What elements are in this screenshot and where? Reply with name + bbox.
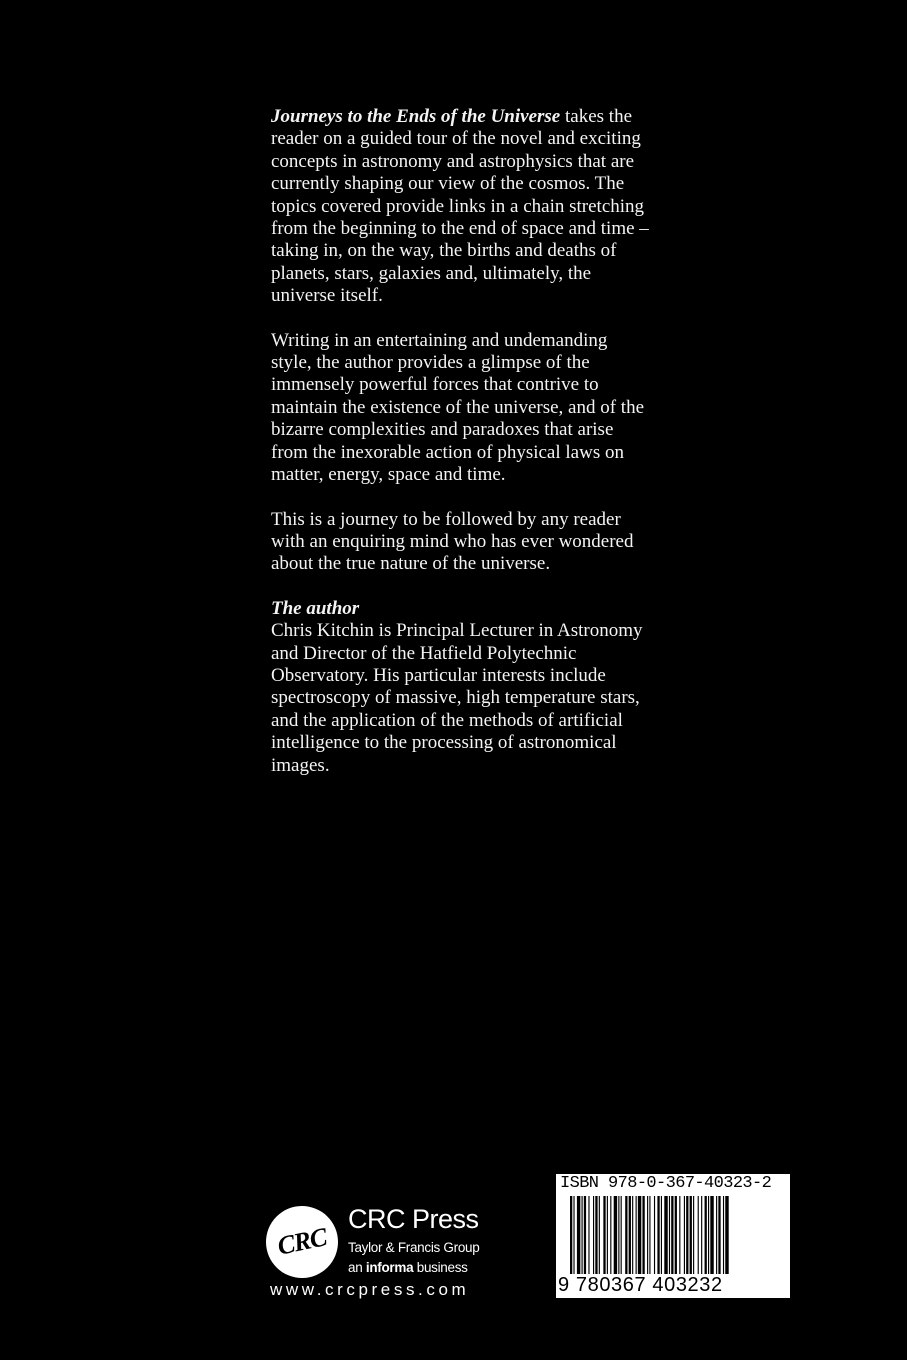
barcode-bar (577, 1196, 580, 1274)
author-heading: The author (271, 597, 360, 619)
barcode-bar (649, 1196, 650, 1274)
publisher-url: www.crcpress.com (270, 1280, 470, 1299)
book-title: Journeys to the Ends of the Universe (271, 106, 561, 127)
barcode-bar (636, 1196, 637, 1274)
barcode-bar (654, 1196, 655, 1274)
barcode-bar (599, 1196, 600, 1274)
publisher-imprint (266, 1200, 526, 1310)
barcode-bar (664, 1196, 667, 1274)
barcode-bar (679, 1196, 680, 1274)
barcode-bar (710, 1196, 713, 1274)
barcode-bar (618, 1196, 619, 1274)
isbn-label: ISBN 978-0-367-40323-2 (560, 1174, 772, 1193)
barcode-bar (595, 1196, 597, 1274)
author-section (271, 598, 651, 777)
isbn-barcode (556, 1174, 790, 1298)
barcode-bar (690, 1196, 692, 1274)
barcode-bar (686, 1196, 688, 1274)
barcode-bar (725, 1196, 728, 1274)
barcode-bar (708, 1196, 709, 1274)
informa-prefix: an (348, 1260, 366, 1275)
barcode-bar (573, 1196, 574, 1274)
barcode-bar (625, 1196, 627, 1274)
barcode-bar (642, 1196, 644, 1274)
barcode-bar (693, 1196, 694, 1274)
barcode-bar (661, 1196, 662, 1274)
blurb-paragraph-3: This is a journey to be followed by any reader with an enquiring mind who has ever wondered about the true nature of the universe. (271, 508, 634, 575)
barcode-bar (582, 1196, 583, 1274)
barcode-bar (632, 1196, 633, 1274)
barcode-bar (610, 1196, 611, 1274)
barcode-bar (647, 1196, 648, 1274)
barcode-bars-icon (570, 1196, 782, 1274)
publisher-group: Taylor & Francis Group (348, 1240, 480, 1255)
barcode-bar (607, 1196, 608, 1274)
informa-suffix: business (413, 1260, 468, 1275)
barcode-bar (701, 1196, 702, 1274)
blurb-paragraph-1 (271, 106, 651, 308)
barcode-bar (705, 1196, 707, 1274)
barcode-bar (570, 1196, 572, 1274)
publisher-name: CRC Press (348, 1204, 479, 1234)
barcode-bar (603, 1196, 605, 1274)
barcode-bar (657, 1196, 659, 1274)
blurb-paragraph-2: Writing in an entertaining and undemanding style, the author provides a glimpse of the immensely powerful forces that contrive to maintain the existence of the universe, and of the bizarre complexities and paradoxes that arise from the inexorable action of physical laws on matter, energy, space and time. (271, 329, 645, 486)
barcode-bar (629, 1196, 631, 1274)
barcode-bar (669, 1196, 670, 1274)
author-bio: Chris Kitchin is Principal Lecturer in Astronomy and Director of the Hatfield Polytechnic Observatory. His particular interests include spectroscopy of massive, high temperature stars, and the application of the methods of artificial intelligence to the processing of astronomical images. (271, 620, 643, 776)
informa-brand: informa (365, 1260, 414, 1275)
barcode-bar (671, 1196, 673, 1274)
barcode-bar (621, 1196, 622, 1274)
barcode-bar (718, 1196, 720, 1274)
barcode-bar (638, 1196, 641, 1274)
barcode-bar (716, 1196, 717, 1274)
ean-digits: 9 780367 403232 (558, 1274, 723, 1296)
back-cover-blurb (271, 106, 651, 799)
barcode-bar (698, 1196, 699, 1274)
barcode-bar (614, 1196, 617, 1274)
blurb-paragraph-1-body: takes the reader on a guided tour of the novel and exciting concepts in astronomy and astrophysics that are currently shaping our view of the cosmos. The topics covered provide links in a chain stretching from the beginning to the end of space and time – taking in, on the way, the births and deaths of planets, stars, galaxies and, ultimately, the universe itself. (271, 106, 649, 307)
barcode-bar (588, 1196, 589, 1274)
crc-logo-icon: CRC (259, 1199, 344, 1284)
barcode-bar (723, 1196, 724, 1274)
barcode-bar (675, 1196, 677, 1274)
barcode-bar (684, 1196, 685, 1274)
publisher-informa (348, 1260, 468, 1275)
barcode-bar (593, 1196, 594, 1274)
barcode-bar (584, 1196, 586, 1274)
